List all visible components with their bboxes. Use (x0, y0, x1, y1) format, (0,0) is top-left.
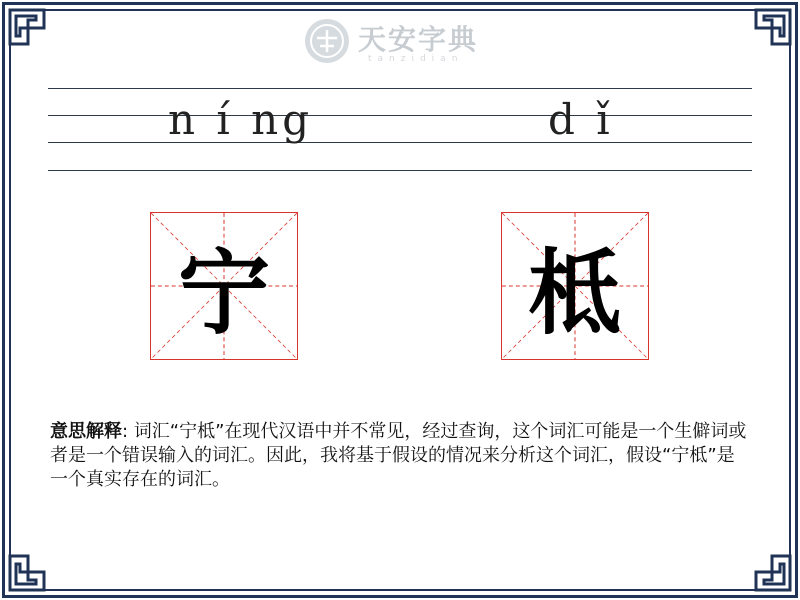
corner-ornament-icon (752, 6, 794, 48)
watermark-logo-icon (302, 16, 352, 66)
pinyin-line (48, 88, 752, 89)
pinyin-line (48, 170, 752, 171)
pinyin-line (48, 115, 752, 116)
character: 宁 (177, 240, 270, 347)
explanation-label: 意思解释 (50, 421, 122, 442)
character: 柢 (528, 240, 621, 347)
watermark-subtitle: tanzidian (368, 54, 464, 64)
watermark-title: 天安字典 (358, 23, 479, 56)
corner-ornament-icon (6, 6, 48, 48)
watermark (302, 14, 502, 74)
pinyin-syllable: n í ng (168, 95, 314, 144)
pinyin-syllable: d ǐ (548, 95, 614, 144)
character-box (150, 212, 298, 360)
character-box (501, 212, 649, 360)
corner-ornament-icon (752, 552, 794, 594)
explanation-text: : 词汇“宁柢”在现代汉语中并不常见，经过查询，这个词汇可能是一个生僻词或者是一个错误输入的词汇。因此，我将基于假设的情况来分析这个词汇，假设“宁柢”是一个真实存在的词汇。 (50, 421, 747, 490)
explanation-paragraph (50, 420, 750, 492)
pinyin-line (48, 142, 752, 143)
inner-frame (9, 9, 791, 591)
corner-ornament-icon (6, 552, 48, 594)
